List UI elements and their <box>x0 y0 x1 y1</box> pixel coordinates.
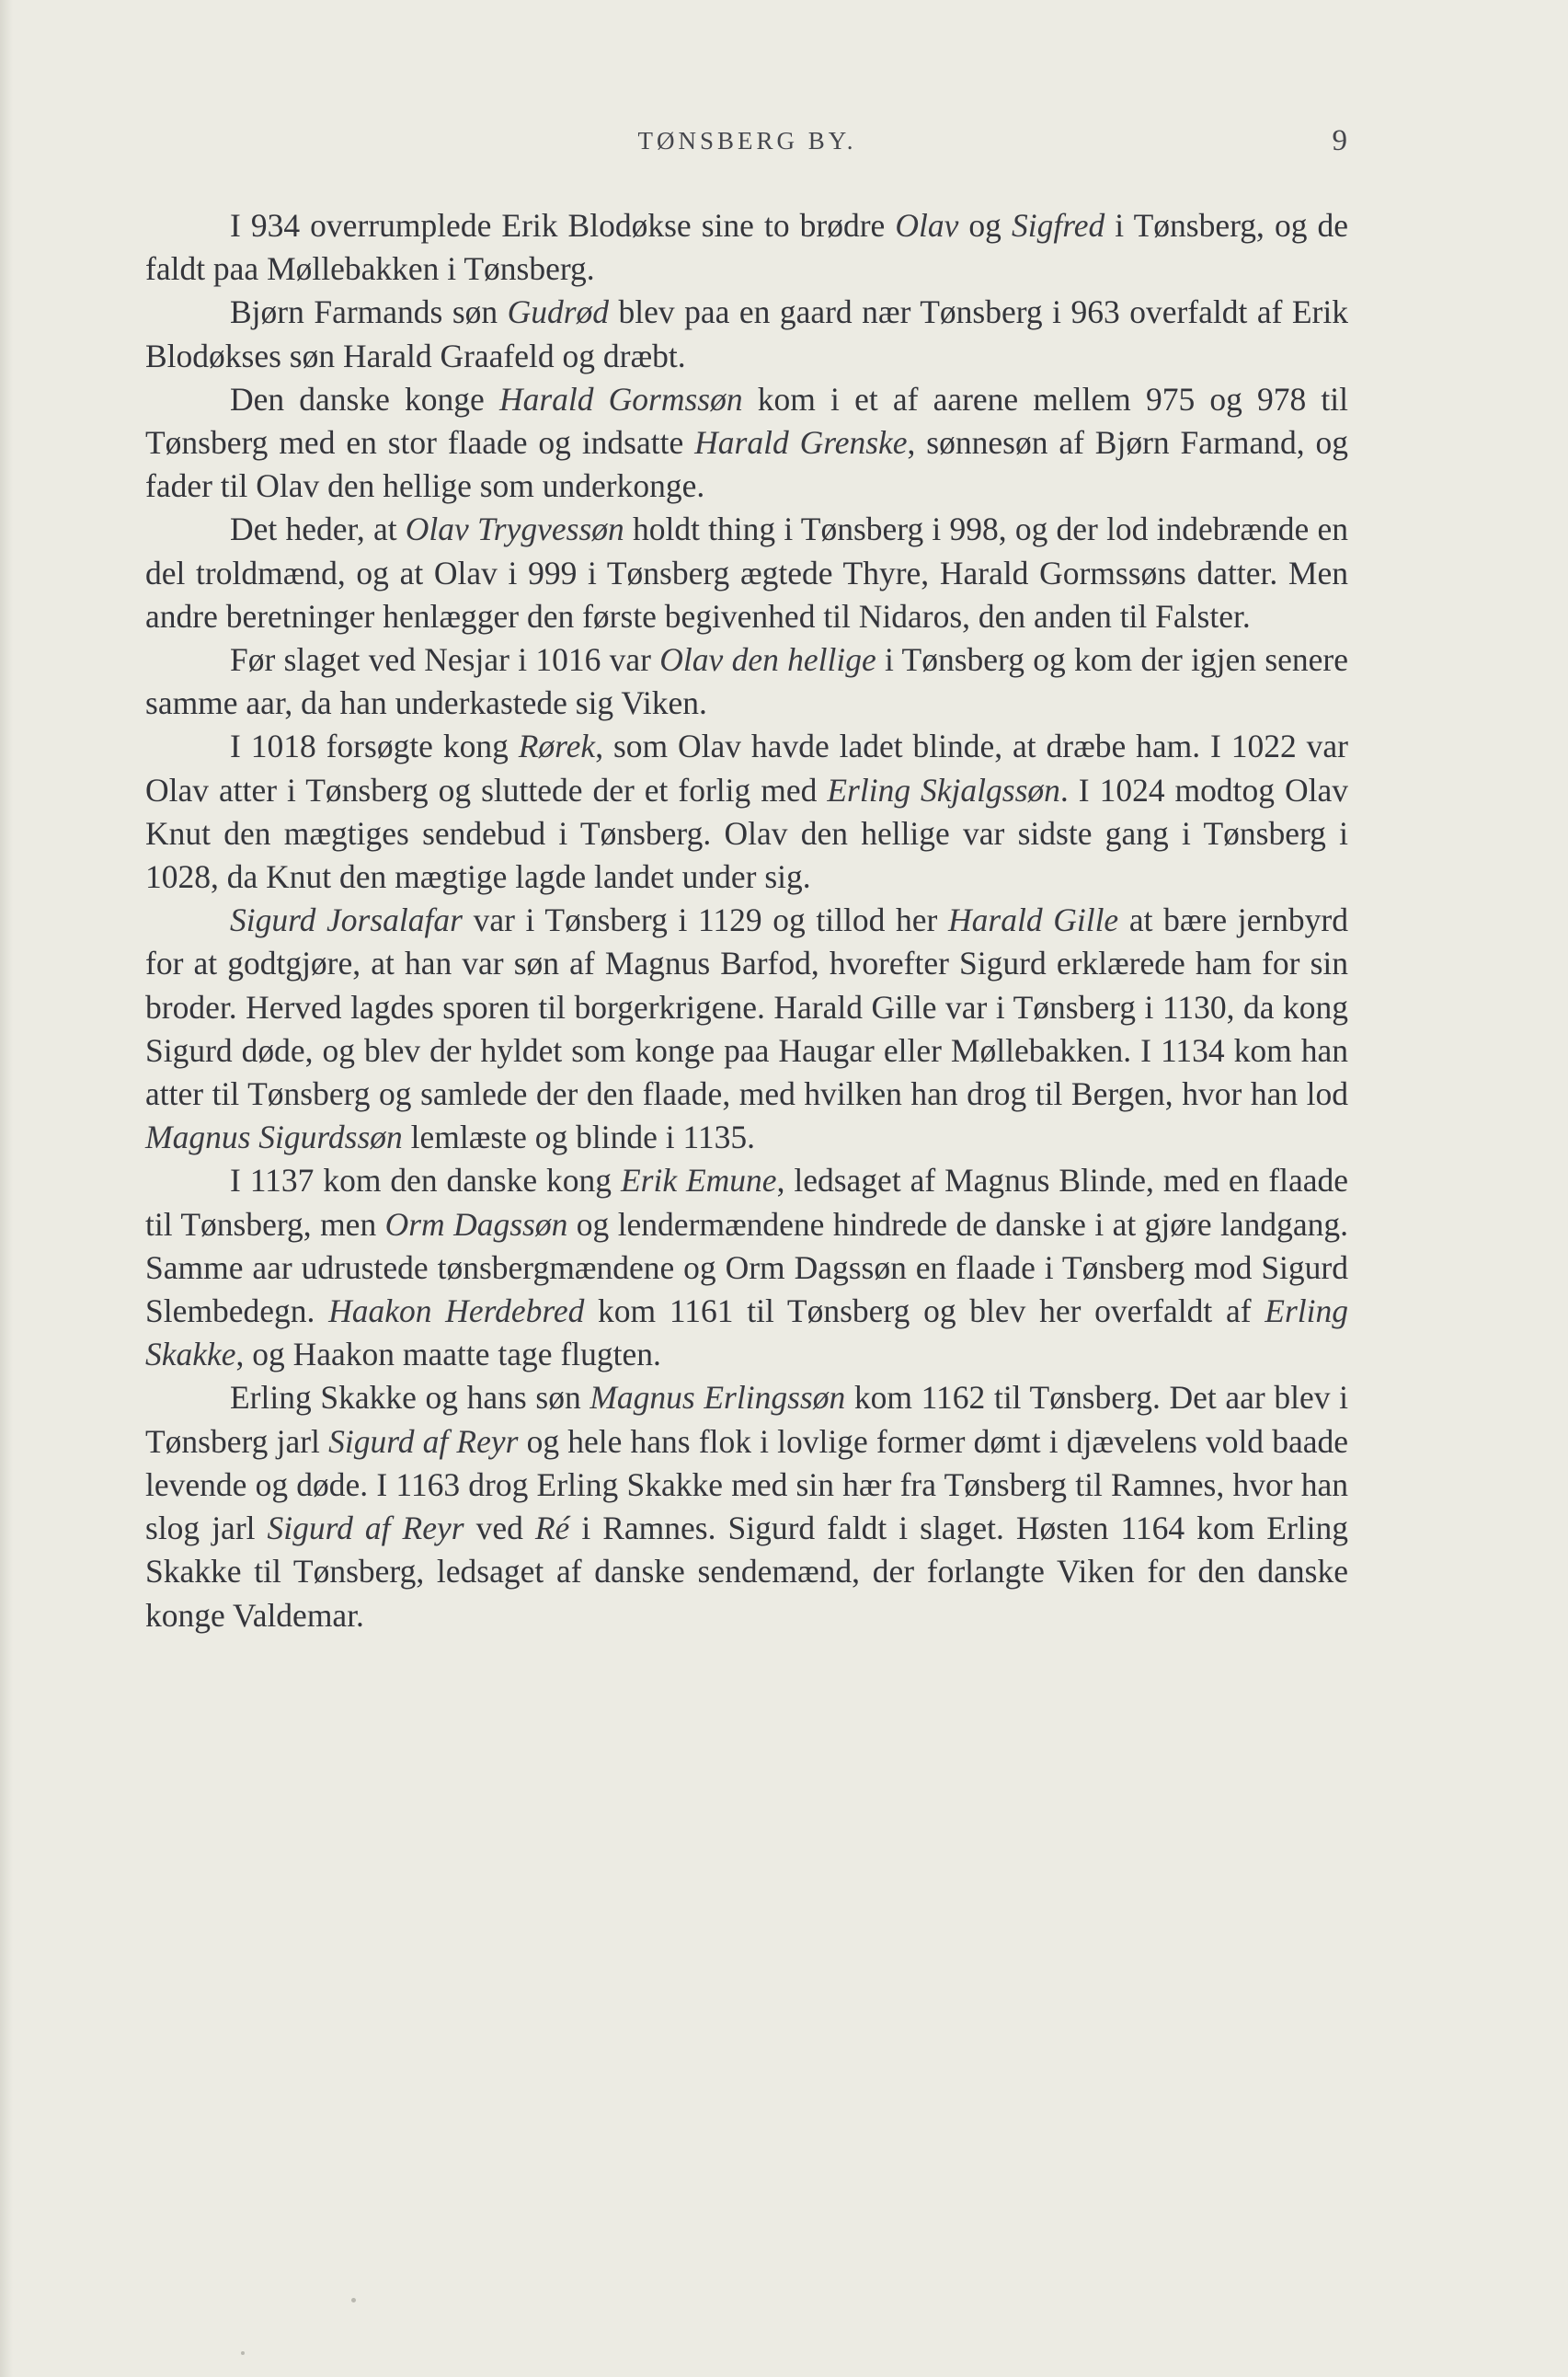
italic-name: Harald Gille <box>948 901 1119 939</box>
paragraph: I 1018 forsøgte kong Rørek, som Olav havde ladet blinde, at dræbe ham. I 1022 var Olav atter i Tønsberg og sluttede der et forlig med Erling Skjalgssøn. I 1024 modtog Olav Knut den mægtiges sendebud i Tønsberg. Olav den hellige var sidste gang i Tønsberg i 1028, da Knut den mægtige lagde landet under sig. <box>145 728 1349 896</box>
italic-name: Erling Skakke <box>145 1292 1349 1373</box>
italic-name: Harald Grenske <box>694 424 908 462</box>
paragraph: Den danske konge Harald Gormssøn kom i et af aarene mellem 975 og 978 til Tønsberg med en stor flaade og indsatte Harald Grenske, sønnesøn af Bjørn Farmand, og fader til Olav den hellige som underkonge. <box>145 380 1348 505</box>
italic-name: Erik Emune <box>620 1162 777 1200</box>
italic-name: Olav <box>895 207 959 244</box>
italic-name: Olav den hellige <box>659 641 876 679</box>
italic-name: Haakon Herdebred <box>328 1292 585 1330</box>
page-number: 9 <box>1332 124 1347 157</box>
paragraph: Før slaget ved Nesjar i 1016 var Olav den hellige i Tønsberg og kom der igjen senere samme aar, da han underkastede sig Viken. <box>145 641 1348 722</box>
italic-name: Magnus Erlingssøn <box>589 1379 846 1417</box>
italic-name: Sigurd af Reyr <box>328 1422 519 1460</box>
paper-speck <box>241 2351 245 2355</box>
paragraph: I 934 overrumplede Erik Blodøkse sine to brødre Olav og Sigfred i Tønsberg, og de faldt paa Møllebakken i Tønsberg. <box>145 207 1349 288</box>
running-header <box>147 124 1347 164</box>
paper-speck <box>351 2298 356 2302</box>
italic-name: Rørek <box>518 728 596 765</box>
italic-name: Gudrød <box>507 293 610 331</box>
italic-name: Harald Gormssøn <box>498 380 743 418</box>
italic-name: Sigurd af Reyr <box>267 1510 464 1547</box>
paragraph: Det heder, at Olav Trygvessøn holdt thing i Tønsberg i 998, og der lod indebrænde en del troldmænd, og at Olav i 999 i Tønsberg ægtede Thyre, Harald Gormssøns datter. Men andre beretninger henlægger den første begivenhed til Nidaros, den anden til Falster. <box>145 511 1348 635</box>
paragraph: Sigurd Jorsalafar var i Tønsberg i 1129 og tillod her Harald Gille at bære jernbyrd for at godtgjøre, at han var søn af Magnus Barfod, hvorefter Sigurd erklærede ham for sin broder. Herved lagdes sporen til borgerkrigene. Harald Gille var i Tønsberg i 1130, da kong Sigurd døde, og blev der hyldet som konge paa Haugar eller Møllebakken. I 1134 kom han atter til Tønsberg og samlede der den flaade, med hvilken han drog til Bergen, hvor han lod Magnus Sigurdssøn lemlæste og blinde i 1135. <box>145 901 1348 1156</box>
italic-name: Olav Trygvessøn <box>405 511 624 548</box>
italic-name: Sigfred <box>1012 207 1105 244</box>
page-binding-edge <box>0 0 13 2377</box>
paragraph: I 1137 kom den danske kong Erik Emune, ledsaget af Magnus Blinde, med en flaade til Tønsberg, men Orm Dagssøn og lendermændene hindrede de danske i at gjøre landgang. Samme aar udrustede tønsbergmændene og Orm Dagssøn en flaade i Tønsberg mod Sigurd Slembedegn. Haakon Herdebred kom 1161 til Tønsberg og blev her overfaldt af Erling Skakke, og Haakon maatte tage flugten. <box>145 1162 1349 1373</box>
italic-name: Ré <box>534 1510 570 1547</box>
running-title: TØNSBERG BY. <box>637 127 857 155</box>
paragraph: Erling Skakke og hans søn Magnus Erlingssøn kom 1162 til Tønsberg. Det aar blev i Tønsberg jarl Sigurd af Reyr og hele hans flok i lovlige former dømt i djævelens vold baade levende og døde. I 1163 drog Erling Skakke med sin hær fra Tønsberg til Ramnes, hvor han slog jarl Sigurd af Reyr ved Ré i Ramnes. Sigurd faldt i slaget. Høsten 1164 kom Erling Skakke til Tønsberg, ledsaget af danske sendemænd, der forlangte Viken for den danske konge Valdemar. <box>145 1379 1348 1634</box>
paragraph: Bjørn Farmands søn Gudrød blev paa en gaard nær Tønsberg i 963 overfaldt af Erik Blodøkses søn Harald Graafeld og dræbt. <box>145 293 1348 374</box>
italic-name: Erling Skjalgssøn <box>827 771 1060 809</box>
italic-name: Magnus Sigurdssøn <box>145 1119 403 1156</box>
italic-name: Sigurd Jorsalafar <box>230 901 463 939</box>
body-text <box>145 204 1348 1637</box>
italic-name: Orm Dagssøn <box>384 1205 568 1243</box>
